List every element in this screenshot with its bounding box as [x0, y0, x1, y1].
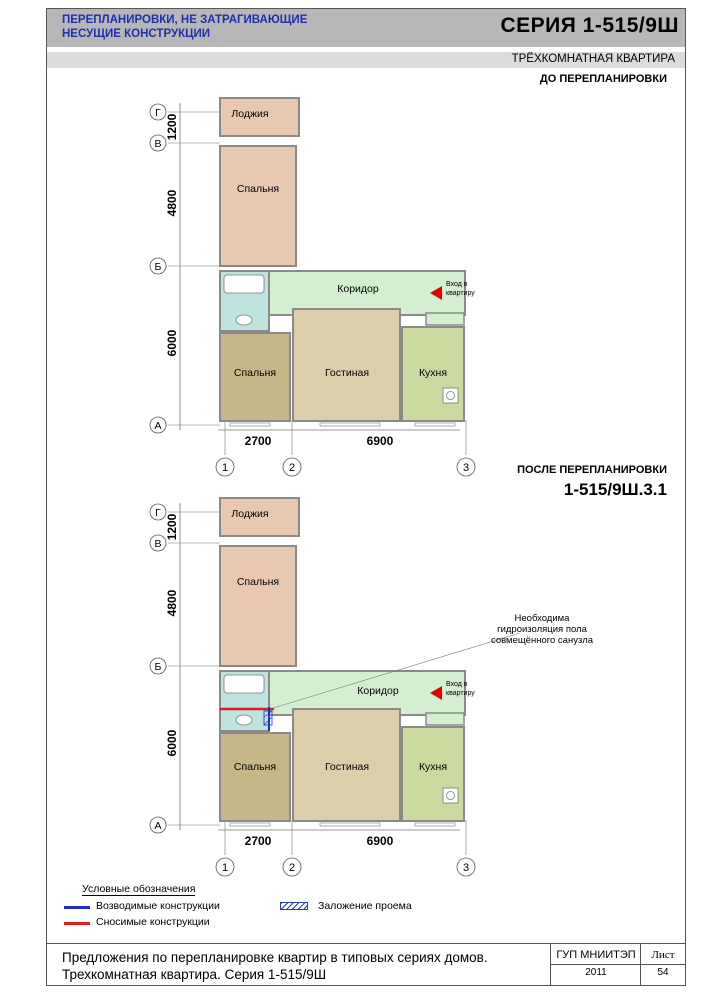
- label-bedroom-top: Спальня: [236, 576, 280, 588]
- dim-6000: 6000: [165, 729, 179, 757]
- axis-label-g: Г: [155, 107, 161, 119]
- window-bedroom: [230, 823, 270, 826]
- room-bedroom-top: [220, 146, 296, 266]
- dim-4800: 4800: [165, 589, 179, 617]
- footer-line-1: Предложения по перепланировке квартир в типовых сериях домов.: [62, 950, 488, 965]
- legend-opening-label: Заложение проема: [318, 900, 412, 912]
- axis-label-v: В: [154, 138, 162, 150]
- stamp-org: ГУП МНИИТЭП: [556, 949, 636, 961]
- room-kitchen-niche: [426, 713, 464, 725]
- axis-label-v: В: [154, 538, 162, 550]
- room-kitchen: [402, 727, 464, 821]
- axis-label-3: 3: [462, 862, 470, 874]
- label-corridor: Коридор: [357, 685, 399, 697]
- bathtub-icon: [224, 675, 264, 693]
- note-line-1: Необходима: [514, 613, 570, 624]
- stamp-hline: [550, 964, 685, 965]
- room-bedroom-top: [220, 546, 296, 666]
- axis-label-2: 2: [288, 862, 296, 874]
- stamp-sheet-label: Лист: [651, 949, 675, 961]
- label-corridor: Коридор: [337, 283, 379, 295]
- bathtub-icon: [224, 275, 264, 293]
- axis-label-a: А: [154, 420, 162, 432]
- series-title: СЕРИЯ 1-515/9Ш: [500, 14, 679, 37]
- dim-6000: 6000: [165, 329, 179, 357]
- dim-6900: 6900: [366, 434, 394, 448]
- before-label: ДО ПЕРЕПЛАНИРОВКИ: [539, 73, 667, 85]
- window-kitchen: [415, 823, 455, 826]
- footer-line-2: Трехкомнатная квартира. Серия 1-515/9Ш: [62, 967, 327, 982]
- label-bedroom-bottom: Спальня: [233, 761, 277, 773]
- after-label: ПОСЛЕ ПЕРЕПЛАНИРОВКИ: [517, 464, 667, 476]
- dim-1200: 1200: [165, 513, 179, 541]
- legend-opening-swatch: [280, 902, 308, 910]
- axis-label-3: 3: [462, 462, 470, 474]
- label-living: Гостиная: [324, 761, 370, 773]
- stamp-sheet-number: 54: [657, 967, 669, 978]
- axis-label-b: Б: [154, 261, 162, 273]
- header-subtitle: [62, 13, 307, 41]
- window-living: [320, 423, 380, 426]
- note-line-3: совмещённого санузла: [490, 635, 594, 646]
- entrance-label-1: Вход в: [446, 281, 468, 288]
- label-loggia: Лоджия: [231, 508, 269, 520]
- dim-2700: 2700: [244, 834, 272, 848]
- label-kitchen: Кухня: [418, 761, 448, 773]
- room-kitchen-niche: [426, 313, 464, 325]
- stamp-year: 2011: [585, 967, 607, 978]
- window-bedroom: [230, 423, 270, 426]
- footer-separator: [47, 943, 685, 944]
- entrance-label-2: квартиру: [446, 690, 475, 697]
- plan-before: [140, 95, 500, 485]
- entrance-label-2: квартиру: [446, 290, 475, 297]
- axis-label-b: Б: [154, 661, 162, 673]
- room-bedroom-bottom: [220, 733, 290, 821]
- dim-6900: 6900: [366, 834, 394, 848]
- legend-demolished-swatch: [64, 922, 90, 925]
- dim-2700: 2700: [244, 434, 272, 448]
- room-living: [293, 309, 400, 421]
- window-kitchen: [415, 423, 455, 426]
- legend-erected-label: Возводимые конструкции: [96, 900, 220, 912]
- label-loggia: Лоджия: [231, 108, 269, 120]
- legend-erected-swatch: [64, 906, 90, 909]
- label-kitchen: Кухня: [418, 367, 448, 379]
- axis-label-1: 1: [221, 862, 229, 874]
- axis-label-a: А: [154, 820, 162, 832]
- dim-4800: 4800: [165, 189, 179, 217]
- axis-label-2: 2: [288, 462, 296, 474]
- toilet-icon: [236, 715, 252, 725]
- label-bedroom-top: Спальня: [236, 183, 280, 195]
- axis-label-g: Г: [155, 507, 161, 519]
- entrance-label-1: Вход в: [446, 681, 468, 688]
- footer-description: [62, 949, 488, 983]
- axis-label-1: 1: [221, 462, 229, 474]
- legend-demolished-label: Сносимые конструкции: [96, 916, 210, 928]
- plan-after: [140, 495, 594, 885]
- toilet-icon: [236, 315, 252, 325]
- label-bedroom-bottom: Спальня: [233, 367, 277, 379]
- note-line-2: гидроизоляция пола: [497, 624, 587, 635]
- after-code: 1-515/9Ш.3.1: [563, 480, 667, 499]
- stove-icon: [443, 388, 458, 403]
- window-living: [320, 823, 380, 826]
- legend-title: Условные обозначения: [82, 883, 196, 895]
- label-living: Гостиная: [324, 367, 370, 379]
- apartment-type: ТРЁХКОМНАТНАЯ КВАРТИРА: [511, 53, 675, 65]
- header-subtitle-line2: НЕСУЩИЕ КОНСТРУКЦИИ: [62, 28, 211, 40]
- stove-icon: [443, 788, 458, 803]
- dim-1200: 1200: [165, 113, 179, 141]
- header-subtitle-line1: ПЕРЕПЛАНИРОВКИ, НЕ ЗАТРАГИВАЮЩИЕ: [62, 14, 308, 26]
